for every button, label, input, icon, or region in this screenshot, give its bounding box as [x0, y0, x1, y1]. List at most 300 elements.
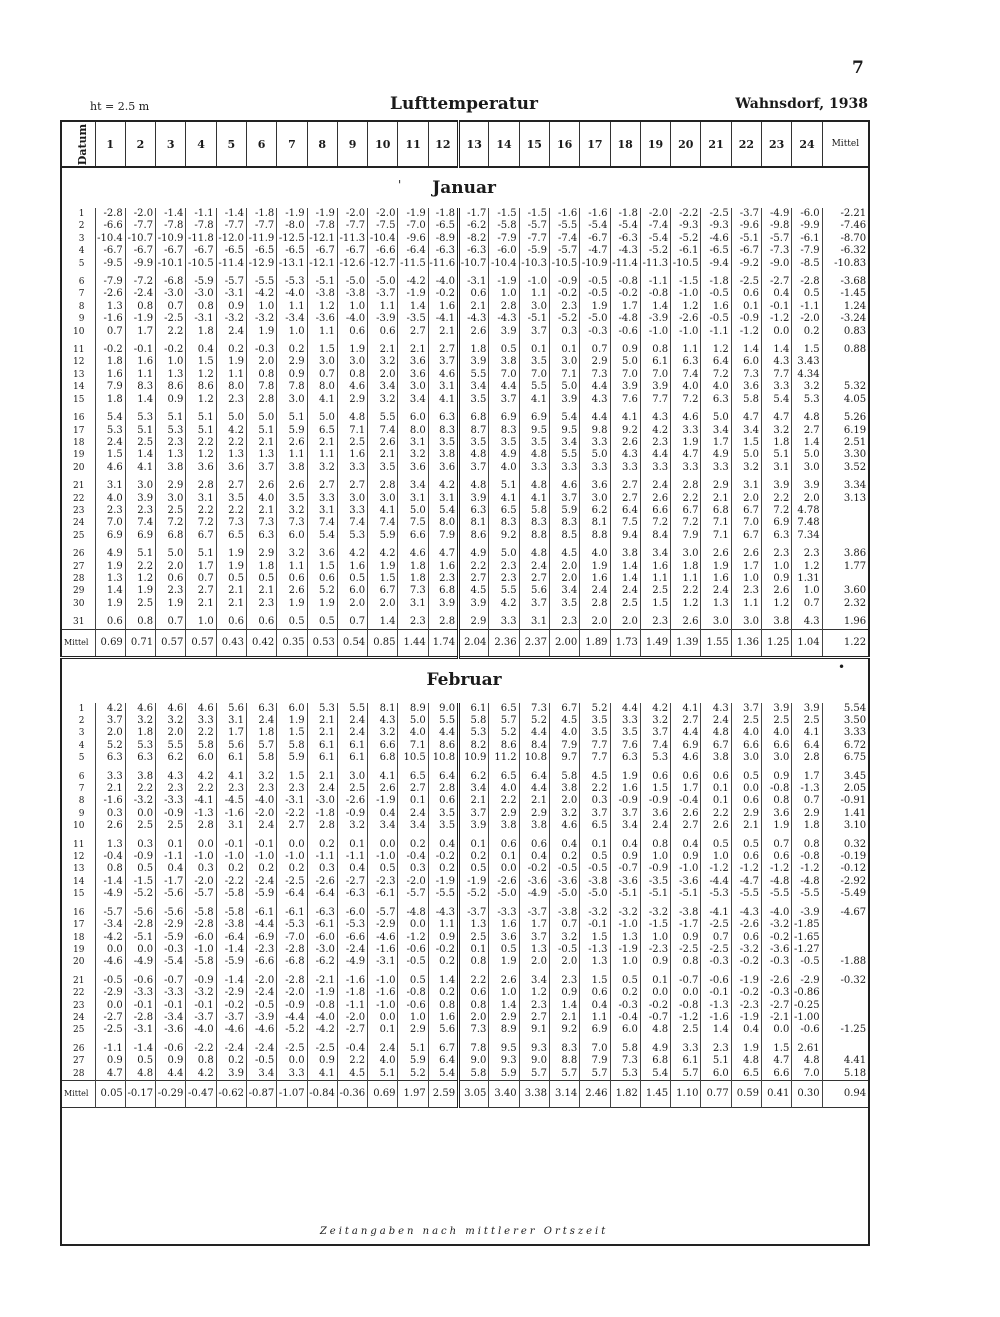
hourly-temp-cell: 0.5: [368, 863, 398, 875]
hourly-temp-cell: 2.4: [216, 326, 246, 338]
hourly-temp-cell: -5.9: [156, 932, 186, 944]
hourly-temp-cell: -1.9: [428, 876, 458, 888]
hourly-temp-cell: 1.9: [701, 561, 731, 573]
daily-mean-cell: 1.24: [843, 300, 867, 312]
hourly-temp-cell: -5.7: [398, 888, 428, 900]
monthly-mean-cell: 1.89: [580, 629, 610, 657]
table-row: [61, 808, 869, 820]
hour-header: 6: [246, 121, 276, 167]
monthly-mean-cell: 0.42: [246, 629, 276, 657]
datum-header: [61, 121, 95, 167]
hourly-temp-cell: -4.8: [792, 876, 822, 888]
hourly-temp-cell: 9.2: [489, 530, 519, 542]
hourly-temp-cell: 7.7: [762, 369, 792, 381]
hourly-temp-cell: 2.6: [459, 326, 489, 338]
hourly-temp-cell: 1.6: [428, 561, 458, 573]
hourly-temp-cell: 7.2: [186, 517, 216, 529]
hourly-temp-cell: 9.2: [610, 425, 640, 437]
day-number: 15: [61, 394, 95, 406]
table-row: [61, 493, 869, 505]
hourly-temp-cell: -5.5: [549, 220, 579, 232]
hourly-temp-cell: 0.8: [186, 1055, 216, 1067]
hourly-temp-cell: 3.9: [762, 480, 792, 492]
hourly-temp-cell: 2.0: [246, 356, 276, 368]
hourly-temp-cell: -3.9: [368, 313, 398, 325]
hourly-temp-cell: -1.1: [792, 301, 822, 313]
hourly-temp-cell: -2.8: [792, 276, 822, 288]
hourly-temp-cell: 3.0: [671, 548, 701, 560]
hourly-temp-cell: 2.4: [337, 715, 367, 727]
daily-mean-cell: 5.32: [843, 381, 867, 393]
hourly-temp-cell: 5.3: [156, 425, 186, 437]
table-row: [61, 752, 869, 764]
hourly-temp-cell: 5.0: [701, 412, 731, 424]
day-number: 10: [61, 326, 95, 338]
hourly-temp-cell: 2.7: [428, 344, 458, 356]
hourly-temp-cell: 5.1: [398, 1043, 428, 1055]
hourly-temp-cell: 1.9: [246, 326, 276, 338]
hourly-temp-cell: 6.5: [580, 820, 610, 832]
day-number: 31: [61, 616, 95, 629]
hourly-temp-cell: -5.0: [489, 888, 519, 900]
hourly-temp-cell: 0.3: [398, 863, 428, 875]
table-row: [61, 344, 869, 356]
hourly-temp-cell: -2.0: [186, 876, 216, 888]
hourly-temp-cell: -10.4: [95, 233, 125, 245]
hourly-temp-cell: 6.5: [398, 771, 428, 783]
hourly-temp-cell: 6.4: [519, 771, 549, 783]
hourly-temp-cell: 2.2: [156, 326, 186, 338]
hourly-temp-cell: 2.9: [337, 394, 367, 406]
hourly-temp-cell: 0.6: [640, 771, 670, 783]
hourly-temp-cell: 6.1: [671, 1055, 701, 1067]
hourly-temp-cell: 3.6: [428, 462, 458, 474]
hourly-temp-cell: -1.6: [368, 987, 398, 999]
hourly-temp-cell: 5.9: [549, 505, 579, 517]
hourly-temp-cell: -4.9: [337, 956, 367, 968]
hourly-temp-cell: 1.1: [580, 1012, 610, 1024]
table-row: [61, 919, 869, 931]
hourly-temp-cell: 2.2: [186, 727, 216, 739]
hourly-temp-cell: 2.3: [428, 573, 458, 585]
hourly-temp-cell: 4.9: [640, 1043, 670, 1055]
hourly-temp-cell: -4.4: [277, 1012, 307, 1024]
hourly-temp-cell: 1.9: [125, 585, 155, 597]
hourly-temp-cell: -10.3: [519, 258, 549, 270]
hour-header: 1: [95, 121, 125, 167]
hourly-temp-cell: 6.3: [701, 394, 731, 406]
hourly-temp-cell: 1.7: [610, 301, 640, 313]
table-row: [61, 449, 869, 461]
hourly-temp-cell: 8.3: [489, 517, 519, 529]
hourly-temp-cell: -0.3: [610, 1000, 640, 1012]
hourly-temp-cell: 0.6: [489, 839, 519, 851]
hourly-temp-cell: 2.3: [701, 1043, 731, 1055]
hourly-temp-cell: 3.5: [489, 437, 519, 449]
monthly-mean-cell: 2.46: [580, 1080, 610, 1107]
hourly-temp-cell: -5.6: [156, 888, 186, 900]
day-number: 16: [61, 907, 95, 919]
hour-header: 9: [337, 121, 367, 167]
table-row: [61, 548, 869, 560]
hourly-temp-cell: 4.8: [792, 412, 822, 424]
hourly-temp-cell: -1.5: [125, 876, 155, 888]
hourly-temp-cell: 3.1: [731, 480, 761, 492]
day-number: 27: [61, 561, 95, 573]
table-row: [61, 369, 869, 381]
hourly-temp-cell: 3.0: [731, 752, 761, 764]
hourly-temp-cell: 0.5: [731, 771, 761, 783]
hourly-temp-cell: -6.0: [186, 932, 216, 944]
hourly-temp-cell: 4.1: [519, 394, 549, 406]
day-number: 5: [61, 258, 95, 270]
hourly-temp-cell: 1.5: [640, 783, 670, 795]
hourly-temp-cell: 3.9: [610, 381, 640, 393]
hourly-temp-cell: -0.1: [216, 839, 246, 851]
hourly-temp-cell: 6.7: [731, 530, 761, 542]
hourly-temp-cell: 2.2: [671, 493, 701, 505]
hourly-temp-cell: -5.7: [216, 276, 246, 288]
hourly-temp-cell: 7.0: [489, 369, 519, 381]
hourly-temp-cell: 5.7: [519, 1068, 549, 1081]
hourly-temp-cell: -0.3: [580, 326, 610, 338]
hourly-temp-cell: -4.0: [337, 313, 367, 325]
hourly-temp-cell: -4.4: [246, 919, 276, 931]
hourly-temp-cell: 3.9: [125, 493, 155, 505]
hourly-temp-cell: 0.0: [277, 1055, 307, 1067]
hourly-temp-cell: -6.4: [277, 888, 307, 900]
hourly-temp-cell: 0.3: [549, 326, 579, 338]
hourly-temp-cell: 1.7: [519, 919, 549, 931]
hourly-temp-cell: 0.1: [580, 839, 610, 851]
hourly-temp-cell: 1.3: [519, 944, 549, 956]
hourly-temp-cell: 4.8: [731, 1055, 761, 1067]
hour-header: 24: [792, 121, 822, 167]
monthly-mean-row: [61, 629, 869, 657]
hourly-temp-cell: -0.8: [307, 1000, 337, 1012]
hourly-temp-cell: 7.4: [368, 425, 398, 437]
hourly-temp-cell: 6.7: [671, 505, 701, 517]
hourly-temp-cell: 1.2: [186, 369, 216, 381]
hourly-temp-cell: 6.7: [428, 1043, 458, 1055]
hourly-temp-cell: 3.5: [459, 394, 489, 406]
hourly-temp-cell: -7.9: [95, 276, 125, 288]
day-number: 1: [61, 208, 95, 220]
hourly-temp-cell: 3.3: [762, 381, 792, 393]
hourly-temp-cell: 1.5: [307, 561, 337, 573]
hourly-temp-cell: -2.0: [368, 208, 398, 220]
hourly-temp-cell: 0.9: [307, 1055, 337, 1067]
hourly-temp-cell: 5.4: [428, 505, 458, 517]
hourly-temp-cell: 4.4: [610, 703, 640, 715]
hourly-temp-cell: 3.2: [277, 548, 307, 560]
hourly-temp-cell: 0.8: [459, 956, 489, 968]
hourly-temp-cell: 5.8: [459, 1068, 489, 1081]
hourly-temp-cell: 4.1: [610, 412, 640, 424]
monthly-mean-cell: 0.35: [277, 629, 307, 657]
hourly-temp-cell: -5.9: [246, 888, 276, 900]
hourly-temp-cell: 3.3: [610, 715, 640, 727]
hourly-temp-cell: -6.0: [792, 208, 822, 220]
hourly-temp-cell: 1.4: [610, 561, 640, 573]
hourly-temp-cell: 4.2: [640, 425, 670, 437]
hourly-temp-cell: -3.6: [671, 876, 701, 888]
monthly-mean-cell: 0.05: [95, 1080, 125, 1107]
hourly-temp-cell: 3.6: [398, 462, 428, 474]
hourly-temp-cell: 2.3: [549, 301, 579, 313]
hourly-temp-cell: 2.3: [489, 573, 519, 585]
hourly-temp-cell: 3.8: [489, 356, 519, 368]
day-number: 4: [61, 245, 95, 257]
hourly-temp-cell: 1.3: [246, 449, 276, 461]
table-row: [61, 1012, 869, 1024]
hourly-temp-cell: -2.4: [216, 1043, 246, 1055]
hourly-temp-cell: 2.4: [640, 820, 670, 832]
hourly-temp-cell: 0.7: [95, 326, 125, 338]
hourly-temp-cell: 1.2: [792, 561, 822, 573]
hourly-temp-cell: 8.3: [519, 517, 549, 529]
temperature-table: [60, 120, 870, 1246]
hourly-temp-cell: -12.0: [216, 233, 246, 245]
hourly-temp-cell: -1.1: [640, 276, 670, 288]
hourly-temp-cell: -7.0: [398, 220, 428, 232]
hourly-temp-cell: -6.8: [277, 956, 307, 968]
hourly-temp-cell: 3.7: [459, 808, 489, 820]
table-row: [61, 480, 869, 492]
hourly-temp-cell: -2.2: [671, 208, 701, 220]
hourly-temp-cell: -8.2: [459, 233, 489, 245]
column-header-row: [61, 121, 869, 167]
hourly-temp-cell: 3.4: [368, 381, 398, 393]
hourly-temp-cell: -4.2: [95, 932, 125, 944]
hourly-temp-cell: 3.7: [459, 462, 489, 474]
hourly-temp-cell: -3.9: [792, 907, 822, 919]
hourly-temp-cell: 5.9: [277, 425, 307, 437]
hourly-temp-cell: 3.5: [580, 727, 610, 739]
hourly-temp-cell: 1.1: [640, 573, 670, 585]
hourly-temp-cell: 3.1: [186, 493, 216, 505]
hourly-temp-cell: -3.4: [277, 313, 307, 325]
hourly-temp-cell: 3.1: [762, 462, 792, 474]
hourly-temp-cell: -4.1: [186, 795, 216, 807]
hour-header: 10: [368, 121, 398, 167]
table-row: [61, 326, 869, 338]
table-row: [61, 1000, 869, 1012]
hourly-temp-cell: 3.7: [549, 493, 579, 505]
hourly-temp-cell: 2.6: [671, 808, 701, 820]
hourly-temp-cell: 3.5: [549, 598, 579, 610]
hourly-temp-cell: -6.3: [307, 907, 337, 919]
hourly-temp-cell: 6.7: [549, 703, 579, 715]
hourly-temp-cell: 3.4: [459, 381, 489, 393]
hourly-temp-cell: 2.5: [125, 437, 155, 449]
hourly-temp-cell: 5.4: [549, 412, 579, 424]
hourly-temp-cell: -1.3: [580, 944, 610, 956]
hourly-temp-cell: -2.5: [701, 208, 731, 220]
hourly-temp-cell: -1.6: [337, 975, 367, 987]
day-number: 13: [61, 369, 95, 381]
hourly-temp-cell: -0.1: [701, 987, 731, 999]
day-number: 1: [61, 703, 95, 715]
hourly-temp-cell: 6.7: [701, 740, 731, 752]
hourly-temp-cell: 2.3: [398, 616, 428, 629]
hourly-temp-cell: -0.6: [701, 975, 731, 987]
hourly-temp-cell: 2.2: [337, 1055, 367, 1067]
hourly-temp-cell: 6.9: [671, 740, 701, 752]
hourly-temp-cell: 0.0: [762, 1024, 792, 1036]
hourly-temp-cell: 5.6: [216, 740, 246, 752]
hourly-temp-cell: -3.8: [580, 876, 610, 888]
hourly-temp-cell: 10.9: [459, 752, 489, 764]
hourly-temp-cell: 1.1: [731, 598, 761, 610]
daily-mean-cell: 3.60: [843, 585, 867, 597]
hourly-temp-cell: 6.3: [125, 752, 155, 764]
hourly-temp-cell: 2.1: [246, 505, 276, 517]
table-row: [61, 505, 869, 517]
hourly-temp-cell: 2.7: [398, 326, 428, 338]
hourly-temp-cell: 2.5: [125, 598, 155, 610]
hourly-temp-cell: -2.8: [277, 975, 307, 987]
hourly-temp-cell: 6.0: [186, 752, 216, 764]
hourly-temp-cell: -5.1: [610, 888, 640, 900]
hourly-temp-cell: 2.2: [580, 783, 610, 795]
hourly-temp-cell: -0.1: [762, 301, 792, 313]
hourly-temp-cell: 4.6: [125, 703, 155, 715]
hourly-temp-cell: -0.1: [580, 919, 610, 931]
hourly-temp-cell: 0.0: [125, 808, 155, 820]
hourly-temp-cell: -8.9: [428, 233, 458, 245]
hourly-temp-cell: 1.3: [610, 932, 640, 944]
hourly-temp-cell: 1.0: [701, 851, 731, 863]
hourly-temp-cell: 6.8: [428, 585, 458, 597]
hourly-temp-cell: 6.5: [731, 1068, 761, 1081]
hourly-temp-cell: -5.7: [549, 245, 579, 257]
hourly-temp-cell: 0.9: [762, 771, 792, 783]
hourly-temp-cell: 1.7: [216, 727, 246, 739]
hourly-temp-cell: 2.4: [398, 808, 428, 820]
hourly-temp-cell: -4.2: [307, 1024, 337, 1036]
hourly-temp-cell: 6.2: [459, 771, 489, 783]
hourly-temp-cell: 2.3: [156, 783, 186, 795]
day-number: 14: [61, 381, 95, 393]
hourly-temp-cell: -4.0: [762, 907, 792, 919]
hourly-temp-cell: 9.7: [549, 752, 579, 764]
hourly-temp-cell: 2.7: [671, 715, 701, 727]
hourly-temp-cell: 0.4: [519, 851, 549, 863]
daily-mean-cell: 3.10: [843, 820, 867, 832]
monthly-mean-cell: 0.41: [762, 1080, 792, 1107]
table-row: [61, 944, 869, 956]
hourly-temp-cell: 2.2: [216, 437, 246, 449]
hourly-temp-cell: -6.7: [731, 245, 761, 257]
daily-mean-cell: -0.19: [840, 851, 867, 863]
hourly-temp-cell: -2.5: [95, 1024, 125, 1036]
hourly-temp-cell: 1.2: [671, 301, 701, 313]
hourly-temp-cell: 3.5: [459, 437, 489, 449]
hourly-temp-cell: 7.2: [701, 369, 731, 381]
hourly-temp-cell: 8.8: [549, 1055, 579, 1067]
table-row: [61, 727, 869, 739]
hourly-temp-cell: 0.8: [337, 369, 367, 381]
hourly-temp-cell: -7.9: [489, 233, 519, 245]
hourly-temp-cell: -0.9: [731, 313, 761, 325]
hourly-temp-cell: 3.8: [156, 462, 186, 474]
hourly-temp-cell: 6.8: [459, 412, 489, 424]
hourly-temp-cell: 2.7: [186, 585, 216, 597]
hourly-temp-cell: 4.5: [549, 715, 579, 727]
hourly-temp-cell: 1.6: [701, 301, 731, 313]
hourly-temp-cell: 6.9: [489, 412, 519, 424]
table-row: [61, 233, 869, 245]
hour-header: 4: [186, 121, 216, 167]
monthly-mean-cell: 1.45: [640, 1080, 670, 1107]
hourly-temp-cell: 2.8: [792, 752, 822, 764]
hourly-temp-cell: 6.6: [398, 530, 428, 542]
hourly-temp-cell: 3.3: [671, 1043, 701, 1055]
day-number: 10: [61, 820, 95, 832]
hourly-temp-cell: 0.9: [216, 301, 246, 313]
hourly-temp-cell: 0.7: [156, 301, 186, 313]
hourly-temp-cell: 6.1: [459, 703, 489, 715]
hourly-temp-cell: 1.7: [792, 771, 822, 783]
hourly-temp-cell: 2.1: [307, 727, 337, 739]
monthly-mean-cell: 1.22: [822, 629, 869, 657]
day-number: 21: [61, 975, 95, 987]
hourly-temp-cell: 2.7: [519, 573, 549, 585]
hourly-temp-cell: 4.3: [156, 771, 186, 783]
hourly-temp-cell: 8.0: [428, 517, 458, 529]
hourly-temp-cell: 4.6: [671, 412, 701, 424]
day-number: 26: [61, 548, 95, 560]
hourly-temp-cell: 1.5: [580, 932, 610, 944]
hourly-temp-cell: -4.1: [701, 907, 731, 919]
hourly-temp-cell: 1.6: [428, 1012, 458, 1024]
hourly-temp-cell: 4.3: [792, 616, 822, 629]
hourly-temp-cell: 4.7: [762, 412, 792, 424]
hourly-temp-cell: 1.1: [277, 561, 307, 573]
hourly-temp-cell: -5.0: [580, 313, 610, 325]
hourly-temp-cell: 1.4: [125, 449, 155, 461]
hourly-temp-cell: 1.6: [95, 369, 125, 381]
hourly-temp-cell: -3.6: [307, 313, 337, 325]
print-mark: ': [398, 178, 402, 192]
hourly-temp-cell: 4.3: [701, 703, 731, 715]
hourly-temp-cell: 1.3: [580, 956, 610, 968]
hourly-temp-cell: 6.5: [489, 771, 519, 783]
day-number: 24: [61, 517, 95, 529]
hourly-temp-cell: -4.6: [701, 233, 731, 245]
hourly-temp-cell: -0.8: [610, 276, 640, 288]
hourly-temp-cell: -1.4: [216, 944, 246, 956]
hourly-temp-cell: 0.2: [792, 326, 822, 338]
daily-mean-cell: [822, 1000, 869, 1012]
hourly-temp-cell: 2.6: [731, 548, 761, 560]
hourly-temp-cell: 4.8: [125, 1068, 155, 1081]
print-mark: •: [838, 660, 846, 674]
hourly-temp-cell: 7.4: [640, 740, 670, 752]
table-row: [61, 288, 869, 300]
hourly-temp-cell: 8.6: [459, 530, 489, 542]
hourly-temp-cell: 1.5: [640, 598, 670, 610]
hourly-temp-cell: -1.0: [246, 851, 276, 863]
hourly-temp-cell: -6.7: [125, 245, 155, 257]
hourly-temp-cell: 3.3: [519, 462, 549, 474]
daily-mean-cell: 3.45: [843, 770, 867, 782]
hourly-temp-cell: 2.3: [246, 783, 276, 795]
hourly-temp-cell: 2.8: [428, 783, 458, 795]
day-number: 3: [61, 233, 95, 245]
hourly-temp-cell: -1.65: [792, 932, 822, 944]
